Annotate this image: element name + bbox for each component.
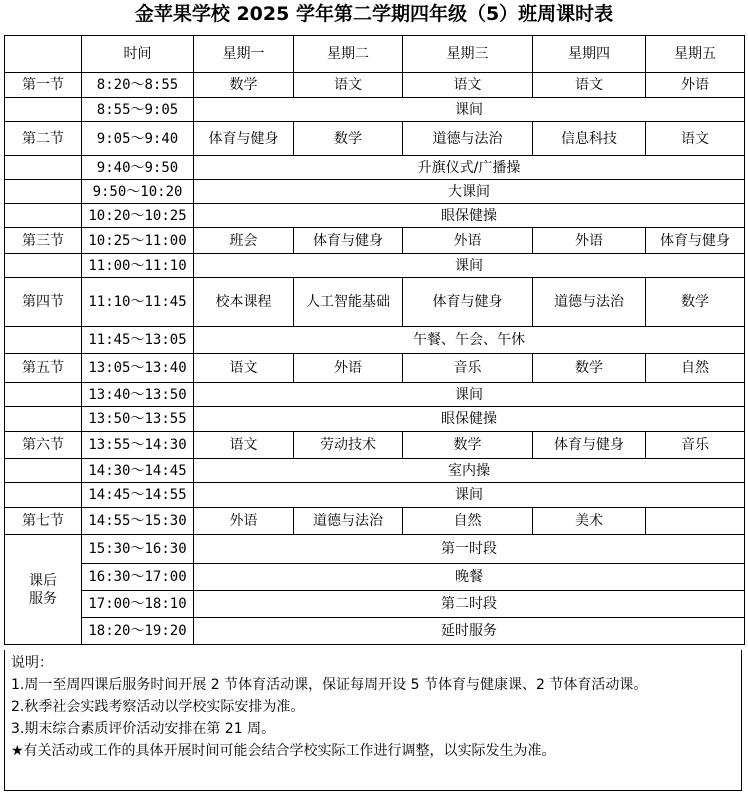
activity-cell: 课间	[194, 98, 745, 122]
subject-cell: 语文	[403, 73, 533, 98]
after-school-row	[5, 618, 745, 645]
activity-cell: 室内操	[194, 459, 745, 483]
time-cell: 15:30～16:30	[82, 535, 194, 564]
subject-cell: 自然	[403, 508, 533, 535]
time-cell: 11:00～11:10	[82, 254, 194, 278]
subject-cell: 外语	[403, 228, 533, 254]
time-cell: 9:50～10:20	[82, 180, 194, 204]
period-label: 第七节	[5, 508, 82, 535]
table-row	[5, 327, 745, 354]
time-cell: 13:55～14:30	[82, 432, 194, 459]
subject-cell: 劳动技术	[294, 432, 403, 459]
time-cell: 13:05～13:40	[82, 354, 194, 383]
header-day: 星期四	[533, 36, 646, 73]
period-label	[5, 156, 82, 180]
subject-cell: 体育与健身	[646, 228, 745, 254]
table-row	[5, 156, 745, 180]
subject-cell: 道德与法治	[533, 278, 646, 327]
activity-cell: 晚餐	[194, 564, 745, 591]
period-label	[5, 383, 82, 407]
table-row	[5, 122, 745, 156]
note-line: 1.周一至周四课后服务时间开展 2 节体育活动课，保证每周开设 5 节体育与健康课、2 节体育活动课。	[11, 677, 648, 693]
table-row	[5, 459, 745, 483]
period-label	[5, 204, 82, 228]
period-label: 第五节	[5, 354, 82, 383]
table-row	[5, 383, 745, 407]
table-row	[5, 73, 745, 98]
after-school-row	[5, 591, 745, 618]
subject-cell: 语文	[294, 73, 403, 98]
notes-heading: 说明：	[11, 655, 53, 671]
subject-cell: 音乐	[403, 354, 533, 383]
activity-cell: 课间	[194, 383, 745, 407]
time-cell: 13:40～13:50	[82, 383, 194, 407]
header-day: 星期五	[646, 36, 745, 73]
time-cell: 9:05～9:40	[82, 122, 194, 156]
header-time: 时间	[82, 36, 194, 73]
time-cell: 14:55～15:30	[82, 508, 194, 535]
time-cell: 10:25～11:00	[82, 228, 194, 254]
page-title: 金苹果学校 2025 学年第二学期四年级（5）班周课时表	[134, 3, 614, 25]
after-school-row	[5, 564, 745, 591]
table-row	[5, 432, 745, 459]
time-cell: 8:55～9:05	[82, 98, 194, 122]
table-row	[5, 483, 745, 508]
subject-cell: 外语	[646, 73, 745, 98]
period-label	[5, 98, 82, 122]
note-line: ★有关活动或工作的具体开展时间可能会结合学校实际工作进行调整，以实际发生为准。	[11, 743, 556, 759]
subject-cell: 数学	[294, 122, 403, 156]
subject-cell: 道德与法治	[403, 122, 533, 156]
header-day: 星期三	[403, 36, 533, 73]
subject-cell: 自然	[646, 354, 745, 383]
time-cell: 11:45～13:05	[82, 327, 194, 354]
time-cell: 16:30～17:00	[82, 564, 194, 591]
table-row	[5, 278, 745, 327]
subject-cell	[646, 508, 745, 535]
subject-cell: 数学	[533, 354, 646, 383]
subject-cell: 校本课程	[194, 278, 294, 327]
header-row	[5, 36, 745, 73]
header-day: 星期二	[294, 36, 403, 73]
table-row	[5, 254, 745, 278]
subject-cell: 体育与健身	[403, 278, 533, 327]
header-day: 星期一	[194, 36, 294, 73]
activity-cell: 大课间	[194, 180, 745, 204]
subject-cell: 外语	[533, 228, 646, 254]
period-label: 第三节	[5, 228, 82, 254]
period-label	[5, 407, 82, 432]
subject-cell: 班会	[194, 228, 294, 254]
period-label: 第六节	[5, 432, 82, 459]
subject-cell: 外语	[194, 508, 294, 535]
time-cell: 10:20～10:25	[82, 204, 194, 228]
note-line: 2.秋季社会实践考察活动以学校实际安排为准。	[11, 699, 305, 715]
time-cell: 11:10～11:45	[82, 278, 194, 327]
activity-cell: 第二时段	[194, 591, 745, 618]
header-period	[5, 36, 82, 73]
subject-cell: 语文	[194, 354, 294, 383]
schedule-table	[4, 35, 745, 645]
time-cell: 8:20～8:55	[82, 73, 194, 98]
table-row	[5, 204, 745, 228]
notes-section	[4, 650, 742, 791]
subject-cell: 语文	[533, 73, 646, 98]
period-label: 第四节	[5, 278, 82, 327]
period-label	[5, 180, 82, 204]
subject-cell: 数学	[646, 278, 745, 327]
subject-cell: 体育与健身	[294, 228, 403, 254]
subject-cell: 音乐	[646, 432, 745, 459]
period-label: 第二节	[5, 122, 82, 156]
activity-cell: 升旗仪式/广播操	[194, 156, 745, 180]
subject-cell: 人工智能基础	[294, 278, 403, 327]
activity-cell: 课间	[194, 483, 745, 508]
subject-cell: 外语	[294, 354, 403, 383]
time-cell: 18:20～19:20	[82, 618, 194, 645]
note-line: 3.期末综合素质评价活动安排在第 21 周。	[11, 721, 276, 737]
subject-cell: 体育与健身	[533, 432, 646, 459]
period-label	[5, 459, 82, 483]
subject-cell: 道德与法治	[294, 508, 403, 535]
time-cell: 17:00～18:10	[82, 591, 194, 618]
after-school-row	[5, 535, 745, 564]
period-label	[5, 483, 82, 508]
table-row	[5, 508, 745, 535]
time-cell: 14:45～14:55	[82, 483, 194, 508]
table-row	[5, 354, 745, 383]
table-row	[5, 98, 745, 122]
subject-cell: 数学	[194, 73, 294, 98]
time-cell: 13:50～13:55	[82, 407, 194, 432]
after-school-label: 课后服务	[5, 535, 82, 645]
activity-cell: 课间	[194, 254, 745, 278]
activity-cell: 午餐、午会、午休	[194, 327, 745, 354]
period-label	[5, 254, 82, 278]
subject-cell: 体育与健身	[194, 122, 294, 156]
activity-cell: 眼保健操	[194, 204, 745, 228]
subject-cell: 信息科技	[533, 122, 646, 156]
time-cell: 9:40～9:50	[82, 156, 194, 180]
time-cell: 14:30～14:45	[82, 459, 194, 483]
subject-cell: 语文	[646, 122, 745, 156]
period-label	[5, 327, 82, 354]
subject-cell: 语文	[194, 432, 294, 459]
activity-cell: 延时服务	[194, 618, 745, 645]
table-row	[5, 180, 745, 204]
subject-cell: 数学	[403, 432, 533, 459]
table-row	[5, 228, 745, 254]
activity-cell: 眼保健操	[194, 407, 745, 432]
subject-cell: 美术	[533, 508, 646, 535]
table-row	[5, 407, 745, 432]
activity-cell: 第一时段	[194, 535, 745, 564]
period-label: 第一节	[5, 73, 82, 98]
